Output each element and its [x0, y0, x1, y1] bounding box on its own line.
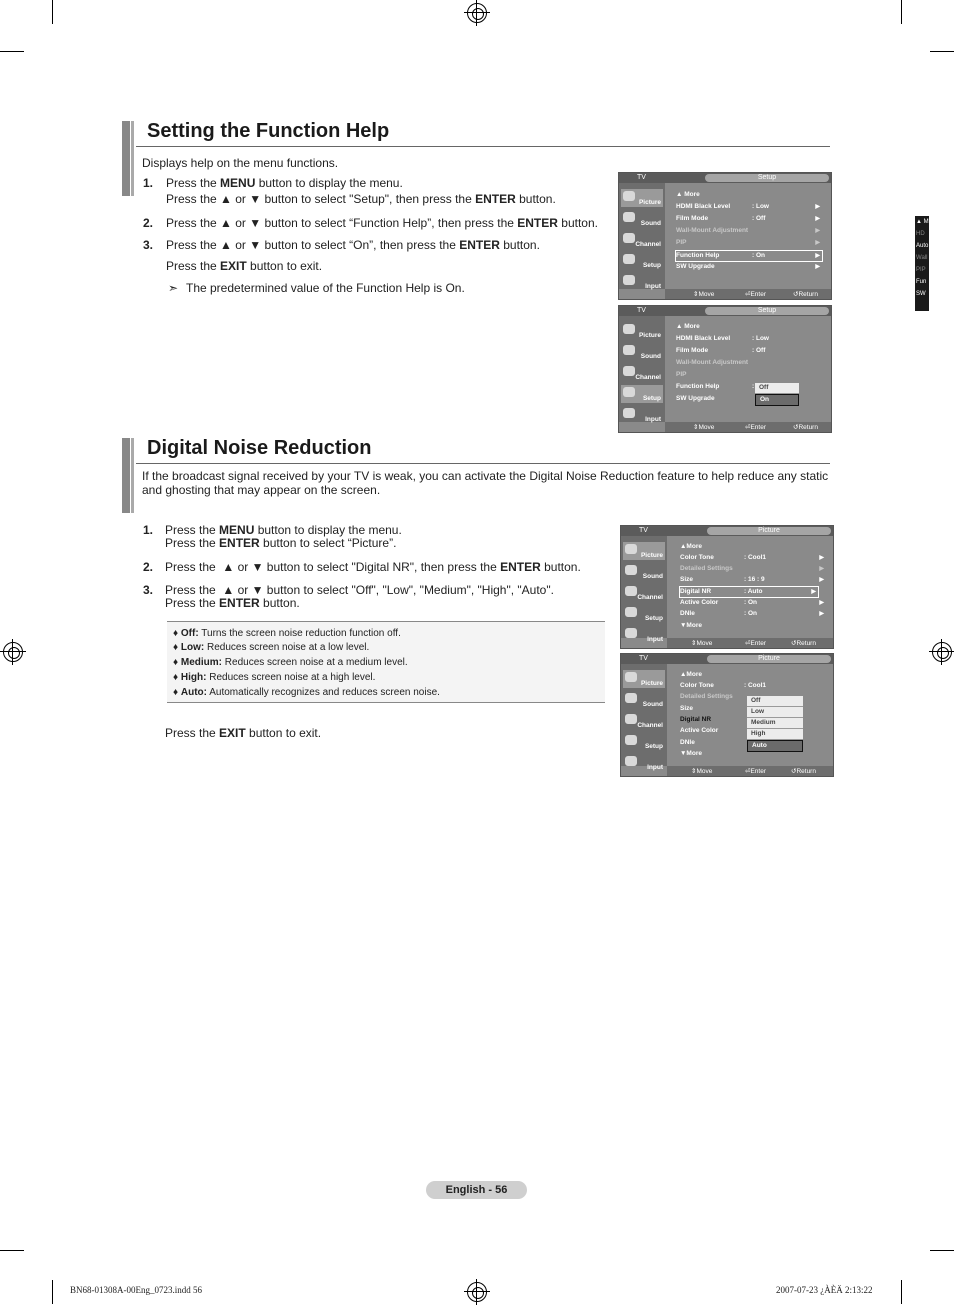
crop-mark [930, 1250, 954, 1251]
arrow-right-icon: ▶ [819, 611, 824, 617]
dropdown-option[interactable]: High [747, 729, 803, 740]
side-channel[interactable]: Channel [623, 712, 665, 730]
sound-icon [623, 212, 635, 222]
dropdown-option[interactable]: Off [755, 383, 799, 394]
registration-mark-icon [467, 3, 487, 23]
step-number: 1. [143, 523, 154, 537]
menu-row[interactable]: Size : 16 : 9 ▶ [680, 576, 824, 583]
side-setup[interactable]: Setup [621, 385, 663, 403]
step-number: 3. [143, 238, 154, 252]
menu-row[interactable]: Size [680, 705, 694, 712]
menu-header: Setup [705, 174, 829, 182]
slug-right: 2007-07-23 ¿ÀÈÄ 2:13:22 [776, 1285, 873, 1295]
section-bar [131, 121, 134, 196]
menu-row-selected[interactable]: Digital NR : Auto ▶ [679, 586, 819, 598]
tv-picture-menu-1: TV Picture Picture Sound Channel Setup Input ▲More Color Tone : Cool1 ▶ Detailed Settings ▶ Size : 16 : 9 ▶ Digital NR : Auto ▶ Active Color : On ▶ DNIe : On ▶ ▼More ⇕ Move ⏎ Enter ↺ Return [620, 525, 834, 649]
note-text: The predetermined value of the Function Help is On. [186, 281, 465, 295]
digital-nr-dropdown[interactable] [747, 696, 803, 752]
arrow-right-icon: ▶ [815, 228, 820, 234]
side-setup[interactable]: Setup [623, 605, 665, 623]
tv-setup-menu-2: TV Setup Picture Sound Channel Setup Input ▲ More HDMI Black Level : Low Film Mode : Off Wall-Mount Adjustment PIP Function Help : SW Upgrade Off On ⇕ Move ⏎ Enter ↺ Return [618, 305, 832, 433]
menu-row[interactable]: Function Help : [676, 383, 755, 390]
registration-mark-icon [467, 1282, 487, 1302]
menu-row[interactable]: Wall-Mount Adjustment ▶ [676, 227, 820, 234]
arrow-right-icon: ▶ [815, 253, 820, 259]
section-title-dnr: Digital Noise Reduction [147, 437, 372, 459]
side-input[interactable]: Input [621, 406, 663, 424]
menu-row[interactable]: ▲More [680, 543, 702, 550]
crop-mark [901, 1280, 902, 1304]
step-number: 2. [143, 560, 154, 574]
menu-row[interactable]: HDMI Black Level : Low [676, 335, 769, 342]
menu-row[interactable]: Active Color [680, 727, 719, 734]
dropdown-option-selected[interactable]: Auto [747, 740, 803, 752]
menu-row[interactable]: DNIe : On ▶ [680, 610, 824, 617]
side-sound[interactable]: Sound [621, 343, 663, 361]
arrow-right-icon: ▶ [815, 204, 820, 210]
sound-icon [625, 565, 637, 575]
side-picture[interactable]: Picture [621, 322, 663, 340]
picture-icon [625, 672, 637, 682]
option-item: ♦ Auto: Automatically recognizes and reduces screen noise. [173, 687, 440, 698]
crop-mark [0, 1250, 24, 1251]
crop-mark [0, 51, 24, 52]
arrow-right-icon: ▶ [815, 264, 820, 270]
menu-row[interactable]: SW Upgrade [676, 395, 715, 402]
gear-icon [623, 254, 635, 264]
menu-row[interactable]: PIP ▶ [676, 239, 820, 246]
side-setup[interactable]: Setup [621, 252, 663, 270]
arrow-right-icon: ▶ [819, 566, 824, 572]
slug-left: BN68-01308A-00Eng_0723.indd 56 [70, 1285, 202, 1295]
menu-row[interactable]: ▲ More [676, 191, 700, 198]
exit-text: Press the EXIT button to exit. [166, 259, 323, 273]
tv-label: TV [637, 174, 646, 181]
tv-setup-menu-1 [618, 172, 832, 300]
option-item: ♦ Off: Turns the screen noise reduction function off. [173, 628, 401, 639]
menu-row[interactable]: Wall-Mount Adjustment [676, 359, 749, 366]
menu-row[interactable]: ▲ More [676, 323, 700, 330]
dnr-step-1: Press the MENU button to display the menu. [165, 523, 402, 537]
edge-tab: ▲ M HD Auto Wall PIP Fun SW [915, 216, 929, 311]
section-rule [136, 146, 830, 147]
menu-row[interactable]: Color Tone : Cool1 ▶ [680, 554, 824, 561]
step-number: 1. [143, 176, 154, 190]
enter-hint: ⏎ Enter [745, 291, 766, 298]
gear-icon [625, 607, 637, 617]
side-sound[interactable]: Sound [623, 691, 665, 709]
side-input[interactable]: Input [621, 273, 663, 291]
step-number: 2. [143, 216, 154, 230]
registration-mark-icon [932, 642, 952, 662]
menu-row[interactable]: PIP [676, 371, 687, 378]
menu-row[interactable]: HDMI Black Level : Low ▶ [676, 203, 820, 210]
section-title-function-help: Setting the Function Help [147, 120, 390, 142]
section-rule [136, 463, 830, 464]
arrow-right-icon: ▶ [819, 577, 824, 583]
section-bar [131, 438, 134, 513]
option-item: ♦ High: Reduces screen noise at a high level. [173, 672, 376, 683]
dnr-step-3: Press the ▲ or ▼ button to select "Off", "Low", "Medium", "High", "Auto". [165, 583, 554, 597]
menu-row[interactable]: ▲More [680, 671, 702, 678]
note-arrow-icon: ➣ [168, 281, 179, 295]
menu-row[interactable]: DNIe [680, 739, 695, 746]
arrow-right-icon: ▶ [811, 589, 816, 595]
section-bar [122, 438, 130, 513]
registration-mark-icon [3, 642, 23, 662]
arrow-right-icon: ▶ [819, 555, 824, 561]
return-hint: ↺ Return [793, 291, 818, 298]
input-icon [623, 275, 635, 285]
step-3-text: Press the ▲ or ▼ button to select “On”, then press the ENTER button. [166, 238, 540, 252]
dropdown-option[interactable]: Off [747, 696, 803, 707]
arrow-right-icon: ▶ [815, 216, 820, 222]
dropdown-option-selected[interactable]: On [755, 394, 799, 406]
dnr-step-2: Press the ▲ or ▼ button to select "Digital NR", then press the ENTER button. [165, 560, 581, 574]
function-help-dropdown[interactable] [755, 383, 799, 406]
gear-icon [623, 387, 635, 397]
side-channel[interactable]: Channel [621, 364, 663, 382]
intro-text: Displays help on the menu functions. [142, 156, 339, 170]
channel-icon [623, 366, 635, 376]
side-input[interactable]: Input [623, 754, 665, 772]
step-1-text: Press the MENU button to display the menu. [166, 176, 403, 190]
menu-row[interactable]: Detailed Settings ▶ [680, 565, 824, 572]
gear-icon [625, 735, 637, 745]
crop-mark [52, 1280, 53, 1304]
side-channel[interactable]: Channel [623, 584, 665, 602]
option-item: ♦ Low: Reduces screen noise at a low level. [173, 642, 370, 653]
tv-picture-menu-2: TV Picture Picture Sound Channel Setup Input ▲More Color Tone : Cool1 Detailed Settings Size Digital NR Active Color DNIe ▼More Off Low Medium High Auto ⇕ Move ⏎ Enter ↺ Return [620, 653, 834, 777]
side-picture[interactable]: Picture [621, 189, 663, 207]
crop-mark [52, 0, 53, 24]
menu-row[interactable]: ▼More [680, 622, 702, 629]
side-sound[interactable]: Sound [621, 210, 663, 228]
section-bar [122, 121, 130, 196]
side-picture[interactable]: Picture [623, 542, 665, 560]
page-number: English - 56 [426, 1181, 527, 1199]
dnr-step-1-2: Press the ENTER button to select “Picture”. [165, 536, 397, 550]
options-box [167, 621, 605, 703]
step-2-text: Press the ▲ or ▼ button to select “Function Help”, then press the ENTER button. [166, 216, 598, 230]
dnr-intro-2: and ghosting that may appear on the screen. [142, 483, 381, 497]
picture-icon [623, 324, 635, 334]
input-icon [625, 628, 637, 638]
menu-row[interactable]: Film Mode : Off [676, 347, 766, 354]
dnr-intro-1: If the broadcast signal received by your TV is weak, you can activate the Digital Noise Reduction feature to help reduce any static [142, 469, 829, 483]
move-hint: ⇕ Move [693, 291, 715, 298]
menu-row[interactable]: ▼More [680, 750, 702, 757]
sound-icon [623, 345, 635, 355]
side-setup[interactable]: Setup [623, 733, 665, 751]
channel-icon [625, 586, 637, 596]
menu-row[interactable]: Digital NR [680, 716, 712, 723]
side-channel[interactable]: Channel [621, 231, 663, 249]
crop-mark [901, 0, 902, 24]
side-sound[interactable]: Sound [623, 563, 665, 581]
menu-row[interactable]: SW Upgrade ▶ [676, 263, 820, 270]
picture-icon [623, 191, 635, 201]
menu-row-selected[interactable]: Function Help : On ▶ [675, 250, 823, 262]
picture-icon [625, 544, 637, 554]
dnr-exit-text: Press the EXIT button to exit. [165, 726, 322, 740]
side-input[interactable]: Input [623, 626, 665, 644]
arrow-right-icon: ▶ [815, 240, 820, 246]
arrow-right-icon: ▶ [819, 600, 824, 606]
dropdown-option[interactable]: Low [747, 707, 803, 718]
input-icon [625, 756, 637, 766]
channel-icon [623, 233, 635, 243]
step-1-text-2: Press the ▲ or ▼ button to select "Setup", then press the ENTER button. [166, 192, 556, 206]
menu-row[interactable]: Detailed Settings [680, 693, 733, 700]
side-picture[interactable]: Picture [623, 670, 665, 688]
dropdown-option[interactable]: Medium [747, 718, 803, 729]
input-icon [623, 408, 635, 418]
option-item: ♦ Medium: Reduces screen noise at a medium level. [173, 657, 408, 668]
crop-mark [930, 51, 954, 52]
channel-icon [625, 714, 637, 724]
menu-row[interactable]: Active Color : On ▶ [680, 599, 824, 606]
step-number: 3. [143, 583, 154, 597]
menu-row[interactable]: Film Mode : Off ▶ [676, 215, 820, 222]
dnr-step-3-2: Press the ENTER button. [165, 596, 300, 610]
menu-row[interactable]: Color Tone : Cool1 [680, 682, 767, 689]
sound-icon [625, 693, 637, 703]
